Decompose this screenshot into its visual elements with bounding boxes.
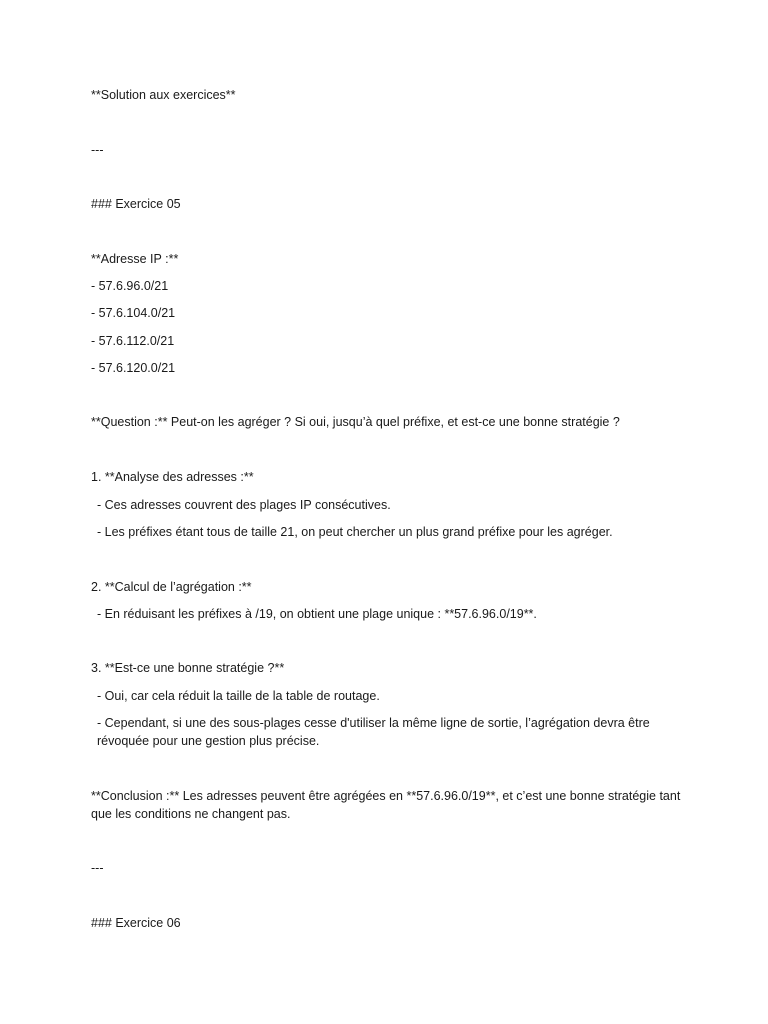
separator-line: --- [91, 143, 104, 157]
step-1-item: - Ces adresses couvrent des plages IP consécutives. [97, 498, 391, 512]
ip-address-item: - 57.6.120.0/21 [91, 361, 176, 375]
step-3-heading: 3. **Est-ce une bonne stratégie ?** [91, 661, 285, 675]
exercise-05-heading: ### Exercice 05 [91, 197, 181, 211]
separator-line: --- [91, 861, 104, 875]
document-title: **Solution aux exercices** [91, 88, 236, 102]
step-1-item: - Les préfixes étant tous de taille 21, on peut chercher un plus grand préfixe pour les agréger. [97, 525, 613, 539]
step-3-item: - Oui, car cela réduit la taille de la table de routage. [97, 689, 380, 703]
step-3-item: - Cependant, si une des sous-plages cesse d'utiliser la même ligne de sortie, l’agrégation devra être révoquée pour une gestion plus précise. [97, 716, 650, 748]
exercise-06-heading: ### Exercice 06 [91, 916, 181, 930]
ip-address-item: - 57.6.112.0/21 [91, 334, 175, 348]
ip-address-label: **Adresse IP :** [91, 252, 179, 266]
ip-address-item: - 57.6.96.0/21 [91, 279, 169, 293]
step-1-heading: 1. **Analyse des adresses :** [91, 470, 254, 484]
conclusion-text: **Conclusion :** Les adresses peuvent être agrégées en **57.6.96.0/19**, et c’est une bonne stratégie tant que les conditions ne changent pas. [91, 789, 681, 821]
step-2-item: - En réduisant les préfixes à /19, on obtient une plage unique : **57.6.96.0/19**. [97, 607, 537, 621]
step-2-heading: 2. **Calcul de l’agrégation :** [91, 580, 252, 594]
ip-address-item: - 57.6.104.0/21 [91, 306, 176, 320]
question-text: **Question :** Peut-on les agréger ? Si oui, jusqu’à quel préfixe, et est-ce une bonne stratégie ? [91, 415, 620, 429]
